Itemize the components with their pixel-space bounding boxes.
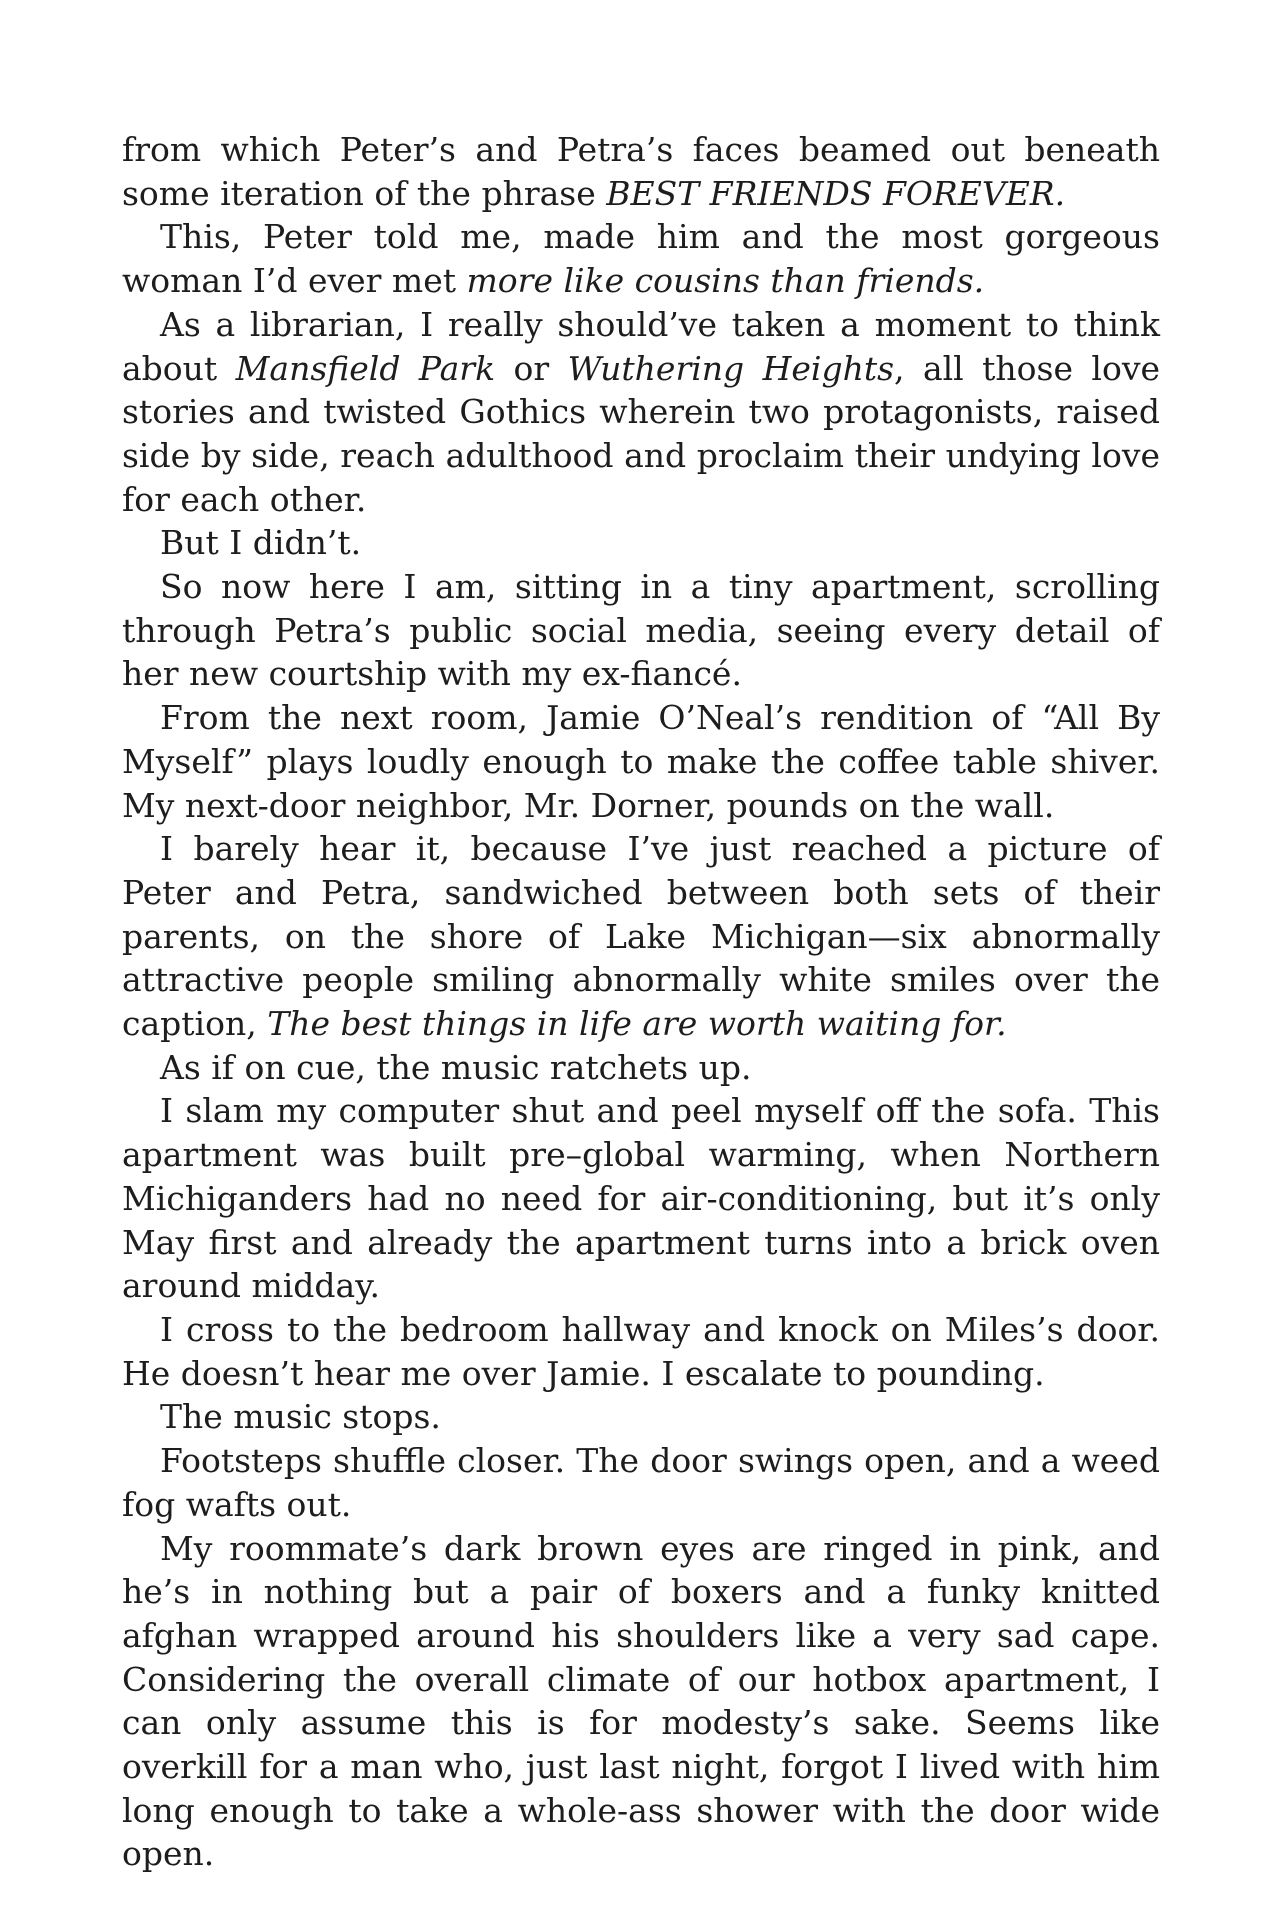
book-title-wuthering-heights: Wuthering Heights	[567, 348, 895, 388]
text-run: I slam my computer shut and peel myself off the sofa. This apartment was built pre–global warming, when Northern Michiganders had no need for air-conditioning, but it’s only May first and already the apartment turns into a brick oven around midday.	[122, 1091, 1160, 1306]
paragraph	[122, 521, 1160, 565]
text-run: My roommate’s dark brown eyes are ringed in pink, and he’s in nothing but a pair of boxers and a funky knitted afghan wrapped around his shoulders like a very sad cape. Considering the overall climate of our hotbox apartment, I can only assume this is for modesty’s sake. Seems like overkill for a man who, just last night, forgot I lived with him long enough to take a whole-ass shower with the door wide open.	[122, 1528, 1160, 1874]
text-run: So now here I am, sitting in a tiny apartment, scrolling through Petra’s public social media, seeing every detail of her new courtship with my ex-fiancé.	[122, 567, 1160, 694]
paragraph	[122, 696, 1160, 827]
paragraph	[122, 1308, 1160, 1395]
text-run: But I didn’t.	[160, 523, 362, 563]
paragraph	[122, 565, 1160, 696]
paragraph	[122, 128, 1160, 215]
text-run: As if on cue, the music ratchets up.	[160, 1047, 752, 1087]
text-run: The music stops.	[160, 1397, 441, 1437]
paragraph	[122, 1089, 1160, 1308]
text-run: , all those love stories and twisted Gothics wherein two protagonists, raised side by side, reach adulthood and proclaim their undying love for each other.	[122, 348, 1161, 519]
text-run: from which Peter’s and Petra’s faces beamed out beneath some iteration of the phrase	[122, 130, 1160, 213]
paragraph	[122, 827, 1160, 1046]
book-title-mansfield-park: Mansfield Park	[235, 348, 496, 388]
paragraph	[122, 1527, 1160, 1877]
text-run: Footsteps shuffle closer. The door swings open, and a weed fog wafts out.	[122, 1441, 1160, 1524]
text-run: I cross to the bedroom hallway and knock on Miles’s door. He doesn’t hear me over Jamie. I escalate to pounding.	[122, 1309, 1160, 1393]
text-run-italic: BEST FRIENDS FOREVER.	[606, 173, 1066, 213]
text-run-italic: more like cousins than friends.	[466, 261, 985, 301]
paragraph	[122, 303, 1160, 522]
text-run: As a librarian, I really should’ve taken a moment to think about	[122, 304, 1160, 388]
text-run-italic: The best things in life are worth waiting for.	[267, 1004, 1007, 1044]
paragraph	[122, 1439, 1160, 1526]
paragraph	[122, 1395, 1160, 1439]
paragraph	[122, 1046, 1160, 1090]
text-run: From the next room, Jamie O’Neal’s rendition of “All By Myself” plays loudly enough to make the coffee table shiver. My next-door neighbor, Mr. Dorner, pounds on the wall.	[122, 698, 1160, 825]
book-page-text	[122, 128, 1160, 1876]
paragraph	[122, 215, 1160, 302]
text-run: I barely hear it, because I’ve just reached a picture of Peter and Petra, sandwiched between both sets of their parents, on the shore of Lake Michigan—six abnormally attractive people smiling abnormally white smiles over the caption,	[122, 829, 1160, 1044]
text-run: or	[495, 348, 568, 388]
text-run: This, Peter told me, made him and the most gorgeous woman I’d ever met	[122, 217, 1160, 301]
